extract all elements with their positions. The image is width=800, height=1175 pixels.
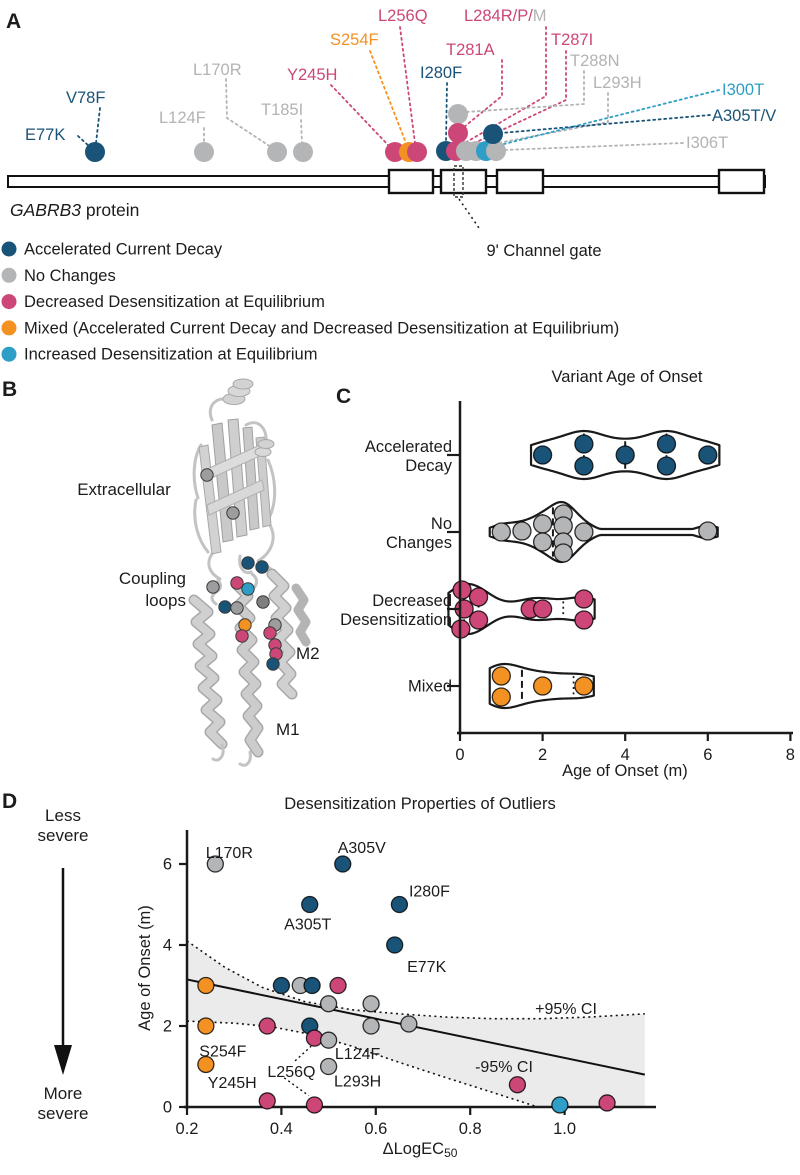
variant-label: T185I [261, 101, 304, 119]
variant-dot [483, 124, 503, 144]
coupling-loops-label-1: Coupling [118, 569, 186, 588]
scatter-point-label: L293H [334, 1073, 382, 1091]
variant-dot [407, 142, 427, 162]
violin-data-point [575, 611, 593, 629]
violin-data-point [699, 446, 717, 464]
violin-data-point [554, 544, 572, 562]
scatter-point [198, 978, 214, 994]
variant-label: T288N [570, 52, 620, 70]
channel-gate-label: 9' Channel gate [486, 242, 602, 260]
structure-variant-sphere [239, 619, 251, 631]
structure-variant-sphere [267, 658, 279, 670]
panel-letter-c: C [336, 385, 352, 408]
scatter-point [321, 996, 337, 1012]
x-tick-label: 4 [620, 746, 630, 764]
y-tick-label: 2 [162, 1017, 172, 1036]
scatter-point [401, 1016, 417, 1032]
scatter-point [302, 897, 318, 913]
x-tick-label: 0.8 [458, 1120, 482, 1138]
x-axis-title-main: ΔLogEC [382, 1140, 445, 1158]
variant-label: I280F [420, 64, 463, 82]
violin-data-point [492, 688, 510, 706]
violin-data-point [554, 517, 572, 535]
scatter-point [363, 1018, 379, 1034]
legend-label: Mixed (Accelerated Current Decay and Decreased Desensitization at Equilibrium) [24, 319, 620, 338]
variant-label: L256Q [378, 7, 428, 25]
panel-letter-a: A [6, 10, 22, 33]
scatter-point [259, 1018, 275, 1034]
violin-data-point [616, 446, 634, 464]
more-severe-label-2: severe [37, 1104, 89, 1123]
variant-leader-line [96, 108, 100, 143]
x-axis-title-subscript: 50 [444, 1146, 458, 1160]
violin-category-label: Decay [405, 457, 452, 475]
variant-label: T287I [551, 31, 594, 49]
scatter-point [306, 1097, 322, 1113]
violin-category-label: Desensitization [340, 611, 452, 629]
violin-category-label: Accelerated [364, 438, 452, 456]
variant-label: A305T/V [712, 107, 777, 125]
violin-data-point [492, 667, 510, 685]
variant-label: L293H [593, 74, 642, 92]
scatter-point-label: L170R [205, 845, 253, 862]
gene-name-italic: GABRB3 [10, 200, 81, 220]
violin-data-point [492, 523, 510, 541]
structure-variant-sphere [227, 507, 239, 519]
structure-variant-sphere [242, 557, 254, 569]
scatter-point-label: L124F [334, 1046, 381, 1064]
variant-leader-line [400, 27, 415, 143]
x-tick-label: 0 [455, 746, 465, 764]
point-leader-line [295, 1046, 311, 1061]
orange-legend-dot [2, 320, 17, 335]
structure-variant-sphere [219, 601, 231, 613]
violin-data-point [453, 581, 471, 599]
legend-label: No Changes [24, 266, 116, 285]
variant-label: T281A [446, 41, 495, 59]
scatter-point-label: E77K [407, 959, 447, 976]
scatter-point [330, 978, 346, 994]
structure-variant-sphere [242, 583, 254, 595]
protein-backbone-bar [8, 176, 765, 187]
variant-label: I306T [686, 134, 729, 152]
x-tick-label: 6 [703, 746, 713, 764]
scatter-chart-title: Desensitization Properties of Outliers [284, 795, 556, 813]
scatter-point-label: Y245H [207, 1074, 257, 1092]
variant-label: E77K [25, 126, 66, 144]
violin-category-label: Changes [385, 534, 452, 552]
x-tick-label: 2 [538, 746, 548, 764]
violin-data-point [575, 677, 593, 695]
structure-variant-sphere [231, 602, 243, 614]
scatter-y-axis-title: Age of Onset (m) [136, 905, 154, 1031]
more-severe-label-1: More [43, 1084, 83, 1103]
panel-d-scatter-chart [37, 795, 656, 1160]
x-tick-label: 8 [785, 746, 795, 764]
legend-label: Accelerated Current Decay [24, 240, 223, 259]
x-tick-label: 0.4 [269, 1120, 293, 1138]
variant-dot [194, 142, 214, 162]
violin-category-label: No [430, 515, 452, 533]
scatter-point-label: A305T [284, 916, 332, 934]
ci-label: -95% CI [475, 1059, 533, 1076]
legend-label: Decreased Desensitization at Equilibrium [24, 293, 325, 312]
tm-domain-box-3 [497, 170, 543, 193]
scatter-point [198, 1018, 214, 1034]
scatter-point [306, 1030, 322, 1046]
panel-letter-b: B [2, 378, 18, 401]
violin-data-point [699, 522, 717, 540]
less-severe-label-1: Less [45, 806, 81, 825]
violin-data-point [513, 522, 531, 540]
violin-data-point [658, 457, 676, 475]
structure-variant-sphere [207, 581, 219, 593]
structure-variant-sphere [257, 596, 269, 608]
violin-data-point [534, 533, 552, 551]
variant-dot [486, 141, 506, 161]
scatter-point [509, 1077, 525, 1093]
scatter-point [259, 1093, 275, 1109]
variant-label: I300T [722, 81, 765, 99]
gray-legend-dot [2, 268, 17, 283]
structure-variant-sphere [201, 469, 213, 481]
structure-variant-sphere [256, 561, 268, 573]
violin-data-point [575, 435, 593, 453]
variant-dot [448, 104, 468, 124]
violin-category-label: Mixed [407, 677, 452, 696]
structure-variant-sphere [236, 630, 248, 642]
structure-variant-sphere [264, 627, 276, 639]
variant-leader-line [504, 143, 683, 150]
variant-label: Y245H [287, 66, 338, 84]
variant-dot [267, 142, 287, 162]
violin-data-point [534, 446, 552, 464]
violin-data-point [534, 600, 552, 618]
panel-c-violin-chart [340, 368, 795, 780]
navy-legend-dot [2, 242, 17, 257]
variant-leader-line [446, 83, 447, 142]
tm-domain-box-4 [719, 170, 764, 193]
x-tick-label: 0.6 [364, 1120, 388, 1138]
structure-variant-sphere [231, 577, 243, 589]
violin-data-point [534, 515, 552, 533]
scatter-point-label: S254F [199, 1043, 247, 1061]
y-tick-label: 4 [162, 936, 172, 955]
scatter-x-axis-title [383, 1140, 458, 1160]
protein-name-label [10, 200, 139, 220]
scatter-point [335, 856, 351, 872]
violin-data-point [575, 590, 593, 608]
variant-leader-line [464, 60, 502, 127]
panel-b-structure [77, 379, 319, 765]
violin-category-label: Decreased [372, 592, 452, 610]
variant-dot [85, 142, 105, 162]
scatter-point-label: L256Q [267, 1064, 316, 1082]
severity-arrow-head [54, 1045, 72, 1075]
scatter-point [387, 937, 403, 953]
variant-label: S254F [330, 31, 379, 49]
pink-legend-dot [2, 294, 17, 309]
panel-a-variant-labels [25, 7, 776, 162]
scatter-point [273, 978, 289, 994]
scatter-point [321, 1059, 337, 1075]
violin-data-point [575, 457, 593, 475]
scatter-point [599, 1095, 615, 1111]
legend-label: Increased Desensitization at Equilibrium [24, 345, 318, 364]
y-tick-label: 6 [162, 855, 172, 874]
severity-annotation [37, 806, 88, 1123]
variant-leader-line [301, 120, 302, 143]
violin-data-point [658, 435, 676, 453]
scatter-point [304, 978, 320, 994]
protein-ribbon-cartoon [194, 379, 306, 765]
violin-chart-title: Variant Age of Onset [551, 368, 703, 386]
y-tick-label: 0 [162, 1098, 172, 1117]
coupling-loops-label-2: loops [145, 591, 186, 610]
variant-label: L284R/P/M [464, 7, 547, 25]
violin-data-point [470, 611, 488, 629]
variant-label: V78F [66, 89, 106, 107]
channel-gate-leader-line [459, 199, 479, 228]
x-tick-label: 0.2 [175, 1120, 199, 1138]
tm-domain-box-1 [389, 170, 433, 193]
m2-label: M2 [296, 644, 320, 663]
scatter-point-label: A305V [337, 840, 386, 857]
variant-label: L124F [159, 109, 206, 127]
m1-label: M1 [276, 720, 300, 739]
panel-letter-d: D [2, 790, 18, 813]
violin-data-point [470, 588, 488, 606]
violin-data-point [575, 523, 593, 541]
scatter-point [363, 996, 379, 1012]
violin-data-point [534, 677, 552, 695]
variant-dot [293, 142, 313, 162]
extracellular-label: Extracellular [77, 480, 171, 499]
variant-leader-line [370, 51, 406, 143]
variant-dot [448, 123, 468, 143]
scatter-point [552, 1097, 568, 1113]
x-tick-label: 1.0 [553, 1120, 577, 1138]
ci-label: +95% CI [535, 1001, 597, 1018]
variant-leader-line [331, 85, 389, 146]
less-severe-label-2: severe [37, 826, 89, 845]
gene-name-rest: protein [81, 200, 140, 220]
scatter-point-label: I280F [408, 883, 450, 901]
violin-x-axis-title: Age of Onset (m) [562, 762, 688, 780]
scatter-point [391, 897, 407, 913]
cyan-legend-dot [2, 347, 17, 362]
variant-label: L170R [193, 61, 242, 79]
